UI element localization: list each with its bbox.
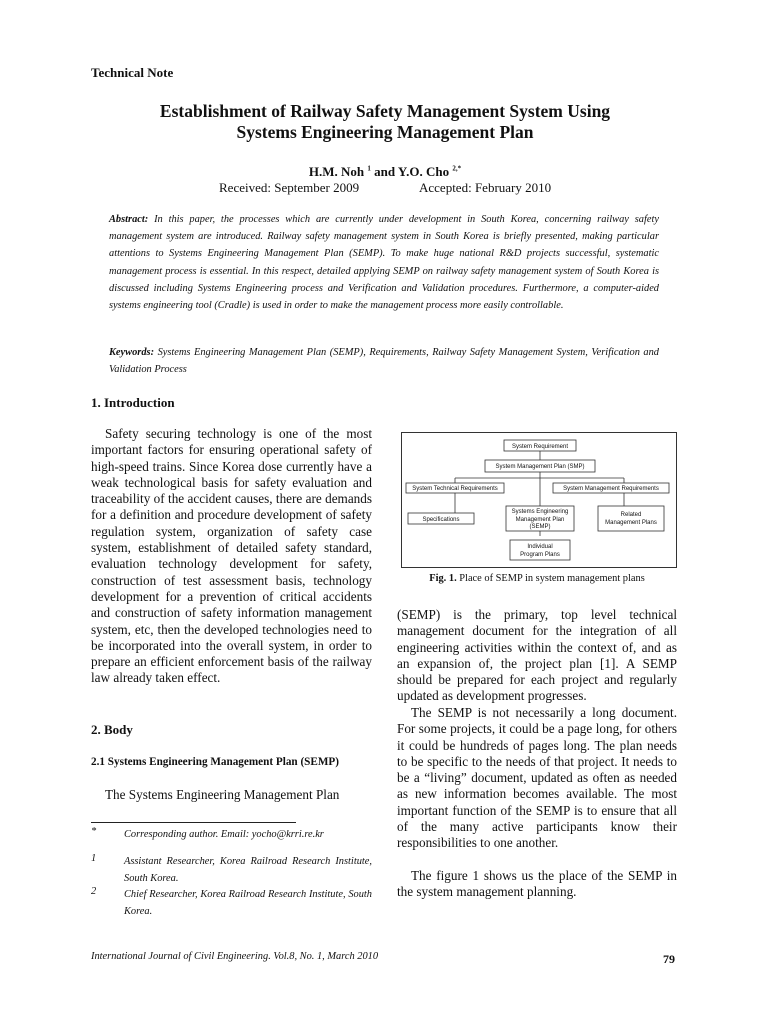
footnote-marker: 2 xyxy=(91,886,97,897)
section-heading-introduction: 1. Introduction xyxy=(91,395,175,410)
abstract-label: Abstract: xyxy=(109,214,149,225)
semp-paragraph-start: The Systems Engineering Management Plan xyxy=(105,787,340,802)
footnote-divider xyxy=(91,822,296,823)
footnote-marker: 1 xyxy=(91,853,97,864)
label-related-line-1: Related xyxy=(620,512,642,518)
footnote-marker: * xyxy=(91,826,97,837)
page-number: 79 xyxy=(663,952,675,966)
semp-paragraph-2: The SEMP is not necessarily a long document. For some projects, it could be a page long, for others it could be hundreds of pages long. The plan needs to be specific to the needs of that project. It needs to be a “living” document, updated as often as needed as new information becomes available. The most important function of the SEMP is to ensure that all of the many active participants know their responsibilities to one another. xyxy=(397,705,677,851)
keywords-label: Keywords: xyxy=(109,347,155,358)
footnote-affiliation-1: Assistant Researcher, Korea Railroad Research Institute, South Korea. xyxy=(124,856,372,885)
figure-1-caption xyxy=(397,573,677,584)
label-system-requirement: System Requirement xyxy=(511,444,569,450)
keywords-text: Systems Engineering Management Plan (SEMP), Requirements, Railway Safety Management System, Verification and Validation Process xyxy=(109,347,659,376)
label-individual-line-2: Program Plans xyxy=(520,552,560,558)
author-2: Y.O. Cho xyxy=(397,164,450,179)
semp-diagram xyxy=(402,433,676,567)
received-date: Received: September 2009 xyxy=(219,180,360,195)
figure-caption-text: Place of SEMP in system management plans xyxy=(459,573,645,584)
introduction-paragraph: Safety securing technology is one of the most important factors for ensuring operational safety of high-speed trains. Since Korea dose currently have a weak technological basis for safety evaluation and traceability of the accident causes, there are demands for a definition and procedure development of safety regulation system, organization of safety case system, establishment of detailed safety standard, evaluation technology development for safety, construction of test assessment basis, technology development for a prevention of critical accidents and construction of safety information management system, etc, then the developed technologies need to be incorporated into the overall system, in order to prepare an efficient enforcement basis of the railway law already taken effect. xyxy=(91,426,372,686)
title-line-2: Systems Engineering Management Plan xyxy=(236,122,534,142)
subsection-heading-semp: 2.1 Systems Engineering Management Plan (SEMP) xyxy=(91,756,339,768)
label-specifications: Specifications xyxy=(422,517,460,523)
label-system-management-requirements: System Management Requirements xyxy=(563,486,659,492)
label-semp-line-3: (SEMP) xyxy=(529,524,551,530)
label-semp-line-1: Systems Engineering xyxy=(511,509,569,515)
label-system-management-plan: System Management Plan (SMP) xyxy=(495,464,585,470)
label-system-technical-requirements: System Technical Requirements xyxy=(412,486,498,492)
journal-citation: International Journal of Civil Engineering. Vol.8, No. 1, March 2010 xyxy=(91,951,379,962)
author-1: H.M. Noh xyxy=(308,164,365,179)
keywords xyxy=(109,344,659,378)
authors-and: and xyxy=(374,164,396,179)
label-individual-line-1: Individual xyxy=(527,544,553,550)
paper-title xyxy=(90,101,680,143)
label-related-line-2: Management Plans xyxy=(605,520,657,526)
section-heading-body: 2. Body xyxy=(91,722,133,737)
article-type: Technical Note xyxy=(91,65,174,80)
semp-paragraph-3: The figure 1 shows us the place of the SEMP in the system management planning. xyxy=(397,868,677,900)
abstract-text: In this paper, the processes which are currently under development in South Korea, concerning railway safety management system are introduced. Railway safety management system in South Korea is briefly presented, making particular attentions to Systems Engineering Management Plan (SEMP). To make huge national R&D projects successful, systematic management process is essential. In this respect, detailed applying SEMP on railway safety management system of South Korea is discussed including Systems Engineering process and Verification and Validation procedures. Furthermore, a computer-aided systems engineering tool (Cradle) is used in order to make the management process more easily controllable. xyxy=(109,214,659,312)
abstract xyxy=(109,211,659,314)
footnote-corresponding: Corresponding author. Email: yocho@krri.re.kr xyxy=(124,829,324,840)
author-2-affiliation-mark: 2,* xyxy=(452,164,462,173)
accepted-date: Accepted: February 2010 xyxy=(419,180,552,195)
authors xyxy=(90,164,680,180)
label-semp-line-2: Management Plan xyxy=(515,517,565,523)
title-line-1: Establishment of Railway Safety Management System Using xyxy=(159,101,611,121)
figure-caption-label: Fig. 1. xyxy=(429,573,457,584)
semp-paragraph-continued: (SEMP) is the primary, top level technical management document for the integration of all engineering activities within the context of, and as an expansion of, the project plan [1]. A SEMP should be prepared for each project and regularly updated as development progresses. xyxy=(397,607,677,704)
figure-1 xyxy=(401,432,677,568)
box-related-management-plans xyxy=(598,506,664,531)
author-1-affiliation-mark: 1 xyxy=(367,164,371,173)
footnote-affiliation-2: Chief Researcher, Korea Railroad Research Institute, South Korea. xyxy=(124,889,372,918)
